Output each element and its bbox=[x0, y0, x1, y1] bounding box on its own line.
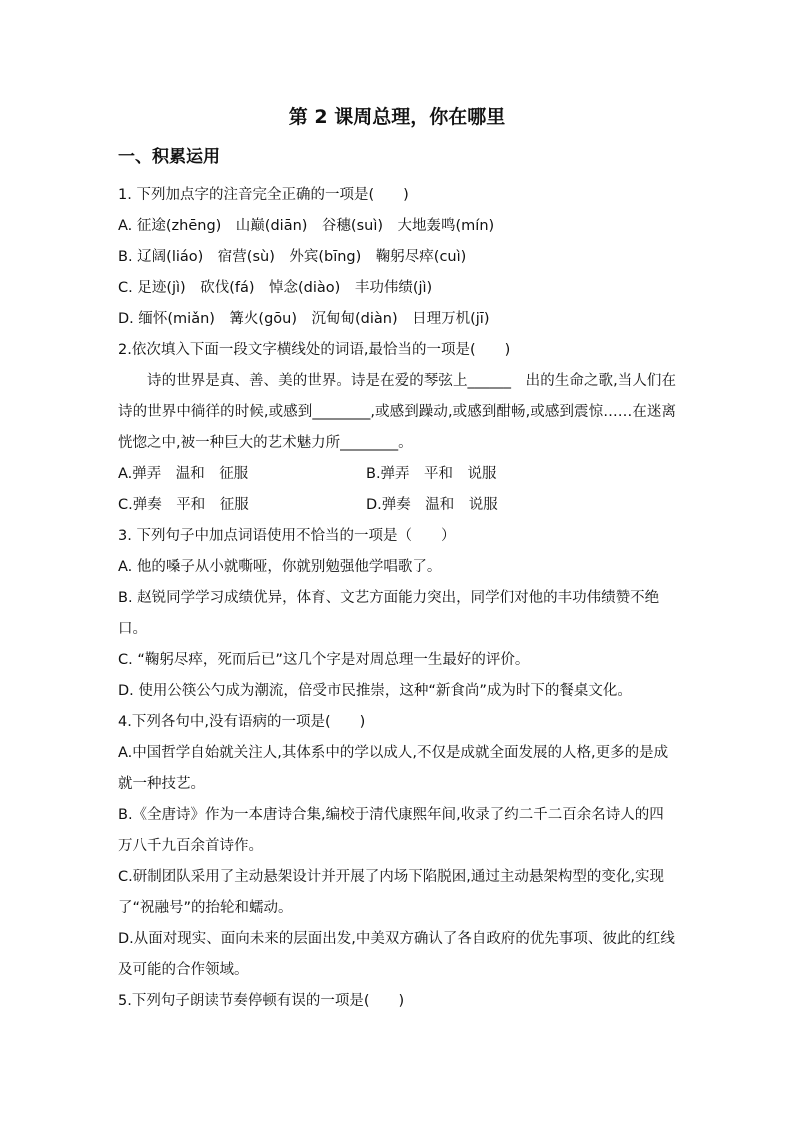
question-2-stem: 2.依次填入下面一段文字横线处的词语,最恰当的一项是( ) bbox=[118, 342, 511, 358]
question-1 bbox=[118, 180, 676, 335]
page-title: 第 2 课周总理，你在哪里 bbox=[288, 106, 506, 128]
question-1-option-d: D. 缅怀(miǎn) 篝火(gōu) 沉甸甸(diàn) 日理万机(jī) bbox=[118, 311, 490, 327]
question-4-option-a: A.中国哲学自始就关注人,其体系中的学以成人,不仅是成就全面发展的人格,更多的是成就一种技艺。 bbox=[118, 745, 669, 792]
section-heading: 一、积累运用 bbox=[118, 147, 220, 167]
question-2-option-a: A.弹弄 温和 征服 bbox=[118, 466, 249, 482]
question-3-option-b: B. 赵锐同学学习成绩优异，体育、文艺方面能力突出，同学们对他的丰功伟绩赞不绝口。 bbox=[118, 590, 660, 637]
question-1-stem: 1. 下列加点字的注音完全正确的一项是( ) bbox=[118, 187, 409, 203]
question-5-stem: 5.下列句子朗读节奏停顿有误的一项是( ) bbox=[118, 993, 405, 1009]
question-4 bbox=[118, 707, 676, 986]
question-2-option-c: C.弹奏 平和 征服 bbox=[118, 497, 249, 513]
question-1-option-c: C. 足迹(jì) 砍伐(fá) 悼念(diào) 丰功伟绩(jì) bbox=[118, 280, 433, 296]
question-3-option-c: C. “鞠躬尽瘁，死而后已”这几个字是对周总理一生最好的评价。 bbox=[118, 652, 530, 668]
question-2-options-row-1 bbox=[118, 459, 676, 490]
question-2-passage: 诗的世界是真、善、美的世界。诗是在爱的琴弦上______ 出的生命之歌,当人们在诗的世界中徜徉的时候,或感到________,或感到躁动,或感到酣畅,或感到震惊……在迷离恍惚之中,被一种巨大的艺术魅力所________。 bbox=[118, 373, 676, 451]
question-2-option-d: D.弹奏 温和 说服 bbox=[366, 497, 498, 513]
question-1-option-b: B. 辽阔(liáo) 宿营(sù) 外宾(bīng) 鞠躬尽瘁(cuì) bbox=[118, 249, 467, 265]
question-4-option-c: C.研制团队采用了主动悬架设计并开展了内场下陷脱困,通过主动悬架构型的变化,实现了“祝融号”的抬轮和蠕动。 bbox=[118, 869, 664, 916]
question-2 bbox=[118, 335, 676, 521]
question-3-option-d: D. 使用公筷公勺成为潮流，倍受市民推崇，这种“新食尚”成为时下的餐桌文化。 bbox=[118, 683, 632, 699]
question-4-option-b: B.《全唐诗》作为一本唐诗合集,编校于清代康熙年间,收录了约二千二百余名诗人的四万八千九百余首诗作。 bbox=[118, 807, 664, 854]
question-2-option-b: B.弹弄 平和 说服 bbox=[366, 466, 497, 482]
question-3-option-a: A. 他的嗓子从小就嘶哑，你就别勉强他学唱歌了。 bbox=[118, 559, 442, 575]
question-1-option-a: A. 征途(zhēng) 山巅(diān) 谷穗(suì) 大地轰鸣(mín) bbox=[118, 218, 495, 234]
question-5 bbox=[118, 986, 676, 1017]
question-2-options-row-2 bbox=[118, 490, 676, 521]
question-3 bbox=[118, 521, 676, 707]
question-4-option-d: D.从面对现实、面向未来的层面出发,中美双方确认了各自政府的优先事项、彼此的红线及可能的合作领域。 bbox=[118, 931, 675, 978]
question-4-stem: 4.下列各句中,没有语病的一项是( ) bbox=[118, 714, 366, 730]
question-3-stem: 3. 下列句子中加点词语使用不恰当的一项是（ ） bbox=[118, 528, 456, 544]
